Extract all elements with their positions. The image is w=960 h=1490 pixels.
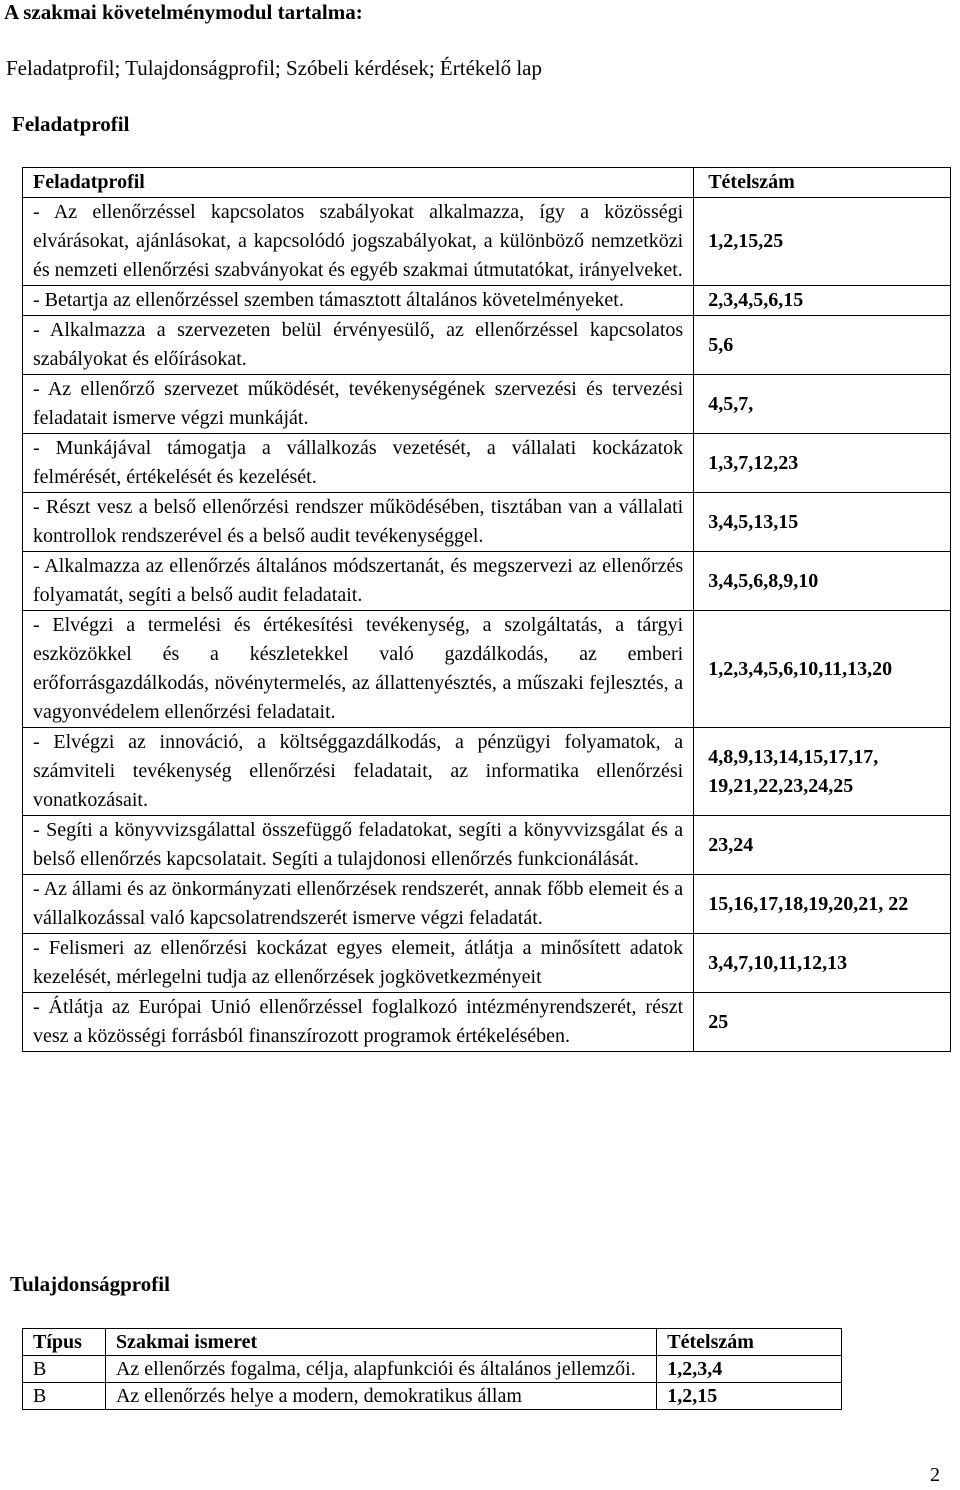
item-numbers: 23,24	[694, 816, 951, 875]
knowledge-cell: Az ellenőrzés helye a modern, demokratikus állam	[105, 1383, 656, 1410]
table-row	[23, 1356, 842, 1383]
item-numbers: 15,16,17,18,19,20,21, 22	[694, 875, 951, 934]
section-title-tulajdonsagprofil: Tulajdonságprofil	[10, 1272, 170, 1296]
table-row	[23, 1383, 842, 1410]
section-title-feladatprofil: Feladatprofil	[12, 112, 130, 136]
task-description: - Felismeri az ellenőrzési kockázat egyes elemeit, átlátja a minősített adatok kezelését, mérlegelni tudja az ellenőrzések jogkövetkezményeit	[23, 934, 694, 993]
item-numbers: 5,6	[694, 316, 951, 375]
task-description: - Elvégzi a termelési és értékesítési tevékenység, a szolgáltatás, a tárgyi eszközökkel és a készletekkel való gazdálkodás, az emberi erőforrásgazdálkodás, növénytermelés, az állattenyésztés, a műszaki fejlesztés, a vagyonvédelem ellenőrzési feladatait.	[23, 611, 694, 728]
type-cell: B	[23, 1383, 106, 1410]
knowledge-cell: Az ellenőrzés fogalma, célja, alapfunkciói és általános jellemzői.	[105, 1356, 656, 1383]
item-numbers: 1,2,3,4	[657, 1356, 842, 1383]
table-row	[23, 934, 951, 993]
item-numbers: 4,5,7,	[694, 375, 951, 434]
column-header-szakmai-ismeret: Szakmai ismeret	[105, 1329, 656, 1356]
task-description: - Betartja az ellenőrzéssel szemben támasztott általános követelményeket.	[23, 286, 694, 316]
tulajdonsagprofil-table	[22, 1328, 842, 1410]
column-header-tetelszam: Tételszám	[694, 168, 951, 198]
table-header-row	[23, 1329, 842, 1356]
task-description: - Részt vesz a belső ellenőrzési rendszer működésében, tisztában van a vállalati kontrollok rendszerével és a belső audit tevékenységgel.	[23, 493, 694, 552]
item-numbers: 1,2,15	[657, 1383, 842, 1410]
table-row	[23, 286, 951, 316]
task-description: - Átlátja az Európai Unió ellenőrzéssel foglalkozó intézményrendszerét, részt vesz a közösségi forrásból finanszírozott programok értékelésében.	[23, 993, 694, 1052]
page-heading: A szakmai követelménymodul tartalma:	[4, 0, 363, 24]
task-description: - Az ellenőrzéssel kapcsolatos szabályokat alkalmazza, így a közösségi elvárásokat, ajánlásokat, a kapcsolódó jogszabályokat, a különböző nemzetközi és nemzeti ellenőrzési szabványokat és egyéb szakmai útmutatókat, irányelveket.	[23, 198, 694, 286]
feladatprofil-table	[22, 167, 951, 1052]
table-row	[23, 611, 951, 728]
table-header-row	[23, 168, 951, 198]
table-row	[23, 993, 951, 1052]
task-description: - Az állami és az önkormányzati ellenőrzések rendszerét, annak főbb elemeit és a vállalkozással való kapcsolatrendszerét ismerve végzi feladatát.	[23, 875, 694, 934]
task-description: - Alkalmazza a szervezeten belül érvényesülő, az ellenőrzéssel kapcsolatos szabályokat és előírásokat.	[23, 316, 694, 375]
table-row	[23, 728, 951, 816]
task-description: - Elvégzi az innováció, a költséggazdálkodás, a pénzügyi folyamatok, a számviteli tevékenység ellenőrzési feladatait, az informatika ellenőrzési vonatkozásait.	[23, 728, 694, 816]
table-row	[23, 434, 951, 493]
item-numbers: 3,4,5,6,8,9,10	[694, 552, 951, 611]
table-row	[23, 875, 951, 934]
type-cell: B	[23, 1356, 106, 1383]
table-row	[23, 816, 951, 875]
tulajdonsagprofil-table-body	[23, 1356, 842, 1410]
item-numbers: 2,3,4,5,6,15	[694, 286, 951, 316]
module-contents: Feladatprofil; Tulajdonságprofil; Szóbeli kérdések; Értékelő lap	[6, 56, 542, 80]
task-description: - Segíti a könyvvizsgálattal összefüggő feladatokat, segíti a könyvvizsgálat és a belső ellenőrzés kapcsolatait. Segíti a tulajdonosi ellenőrzés funkcionálását.	[23, 816, 694, 875]
page-number: 2	[930, 1464, 940, 1486]
table-row	[23, 316, 951, 375]
table-row	[23, 493, 951, 552]
column-header-feladatprofil: Feladatprofil	[23, 168, 694, 198]
item-numbers: 3,4,7,10,11,12,13	[694, 934, 951, 993]
task-description: - Alkalmazza az ellenőrzés általános módszertanát, és megszervezi az ellenőrzés folyamatát, segíti a belső audit feladatait.	[23, 552, 694, 611]
item-numbers: 1,2,15,25	[694, 198, 951, 286]
task-description: - Munkájával támogatja a vállalkozás vezetését, a vállalati kockázatok felmérését, értékelését és kezelését.	[23, 434, 694, 493]
item-numbers: 4,8,9,13,14,15,17,17, 19,21,22,23,24,25	[694, 728, 951, 816]
table-row	[23, 375, 951, 434]
task-description: - Az ellenőrző szervezet működését, tevékenységének szervezési és tervezési feladatait ismerve végzi munkáját.	[23, 375, 694, 434]
item-numbers: 25	[694, 993, 951, 1052]
column-header-tipus: Típus	[23, 1329, 106, 1356]
table-row	[23, 552, 951, 611]
item-numbers: 1,2,3,4,5,6,10,11,13,20	[694, 611, 951, 728]
column-header-tetelszam: Tételszám	[657, 1329, 842, 1356]
item-numbers: 1,3,7,12,23	[694, 434, 951, 493]
feladatprofil-table-body	[23, 198, 951, 1052]
item-numbers: 3,4,5,13,15	[694, 493, 951, 552]
table-row	[23, 198, 951, 286]
